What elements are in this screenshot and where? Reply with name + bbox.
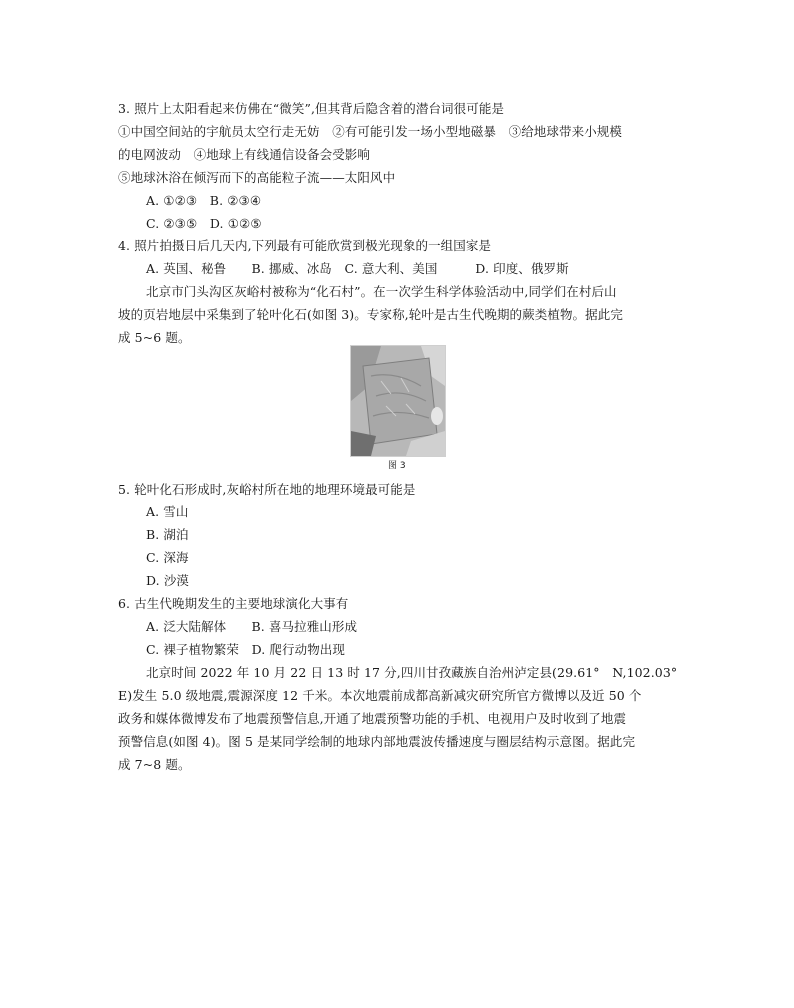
passage2-line5: 成 7~8 题。 (118, 757, 191, 772)
passage2-line3: 政务和媒体微博发布了地震预警信息,开通了地震预警功能的手机、电视用户及时收到了地震 (118, 711, 627, 726)
fossil-photo-graphic (351, 346, 445, 456)
q5-stem: 5. 轮叶化石形成时,灰峪村所在地的地理环境最可能是 (118, 482, 416, 497)
q5-option-d: D. 沙漠 (146, 573, 190, 588)
passage2-line2: E)发生 5.0 级地震,震源深度 12 千米。本次地震前成都高新减灾研究所官方微博以及近 50 个 (118, 688, 642, 703)
q4-options: A. 英国、秘鲁 B. 挪威、冰岛 C. 意大利、美国 D. 印度、俄罗斯 (146, 261, 569, 276)
q5-option-b: B. 湖泊 (146, 527, 189, 542)
figure3-caption: 图 3 (388, 461, 406, 471)
q6-options-line2: C. 裸子植物繁荣 D. 爬行动物出现 (146, 642, 345, 657)
q3-options-line1: A. ①②③ B. ②③④ (146, 193, 262, 208)
q3-stem: 3. 照片上太阳看起来仿佛在“微笑”,但其背后隐含着的潜台词很可能是 (118, 101, 505, 116)
q3-items-line3: ⑤地球沐浴在倾泻而下的高能粒子流——太阳风中 (118, 170, 396, 185)
q4-stem: 4. 照片拍摄日后几天内,下列最有可能欣赏到极光现象的一组国家是 (118, 238, 492, 253)
q6-options-line1: A. 泛大陆解体 B. 喜马拉雅山形成 (146, 619, 358, 634)
q5-option-c: C. 深海 (146, 550, 189, 565)
q3-items-line2: 的电网波动 ④地球上有线通信设备会受影响 (118, 147, 371, 162)
passage1-line2: 坡的页岩地层中采集到了轮叶化石(如图 3)。专家称,轮叶是古生代晚期的蕨类植物。据此完 (118, 307, 623, 322)
passage2-line4: 预警信息(如图 4)。图 5 是某同学绘制的地球内部地震波传播速度与圈层结构示意图。据此完 (118, 734, 636, 749)
passage1-line1: 北京市门头沟区灰峪村被称为“化石村”。在一次学生科学体验活动中,同学们在村后山 (146, 284, 617, 299)
q3-items-line1: ①中国空间站的宇航员太空行走无妨 ②有可能引发一场小型地磁暴 ③给地球带来小规模 (118, 124, 623, 139)
q6-stem: 6. 古生代晚期发生的主要地球演化大事有 (118, 596, 349, 611)
fossil-photo (350, 345, 446, 457)
q5-option-a: A. 雪山 (146, 504, 189, 519)
passage2-line1: 北京时间 2022 年 10 月 22 日 13 时 17 分,四川甘孜藏族自治州泸定县(29.61° N,102.03° (146, 665, 678, 680)
q3-options-line2: C. ②③⑤ D. ①②⑤ (146, 216, 262, 231)
passage1-line3: 成 5~6 题。 (118, 330, 191, 345)
